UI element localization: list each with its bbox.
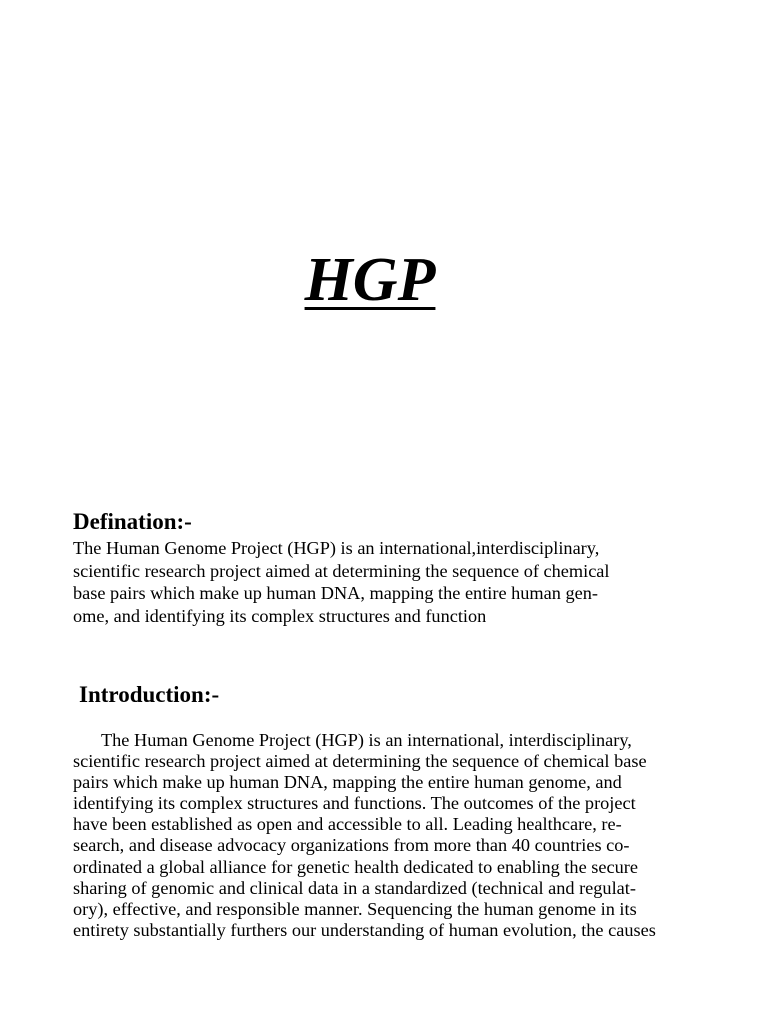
introduction-line: scientific research project aimed at determining the sequence of chemical base <box>73 751 647 772</box>
definition-line: base pairs which make up human DNA, mapping the entire human gen- <box>73 583 598 603</box>
introduction-heading: Introduction:- <box>79 682 220 707</box>
introduction-line: ordinated a global alliance for genetic health dedicated to enabling the secure <box>73 856 638 877</box>
definition-line: scientific research project aimed at determining the sequence of chemical <box>73 560 610 581</box>
document-title: HGP <box>304 246 436 314</box>
introduction-line: ory), effective, and responsible manner. Sequencing the human genome in its <box>73 898 637 919</box>
definition-paragraph <box>73 537 610 627</box>
definition-heading: Defination:- <box>73 509 192 534</box>
introduction-line: identifying its complex structures and functions. The outcomes of the project <box>73 793 636 814</box>
introduction-line: have been established as open and accessible to all. Leading healthcare, re- <box>73 814 622 835</box>
introduction-paragraph <box>73 730 656 941</box>
introduction-line: pairs which make up human DNA, mapping the entire human genome, and <box>73 772 622 793</box>
definition-line: The Human Genome Project (HGP) is an international,interdisciplinary, <box>73 538 600 558</box>
definition-line: ome, and identifying its complex structures and function <box>73 605 487 626</box>
introduction-line: search, and disease advocacy organizations from more than 40 countries co- <box>73 835 630 856</box>
introduction-line: entirety substantially furthers our understanding of human evolution, the causes <box>73 919 656 940</box>
introduction-line: sharing of genomic and clinical data in a standardized (technical and regulat- <box>73 877 636 898</box>
introduction-line: The Human Genome Project (HGP) is an international, interdisciplinary, <box>101 730 632 750</box>
